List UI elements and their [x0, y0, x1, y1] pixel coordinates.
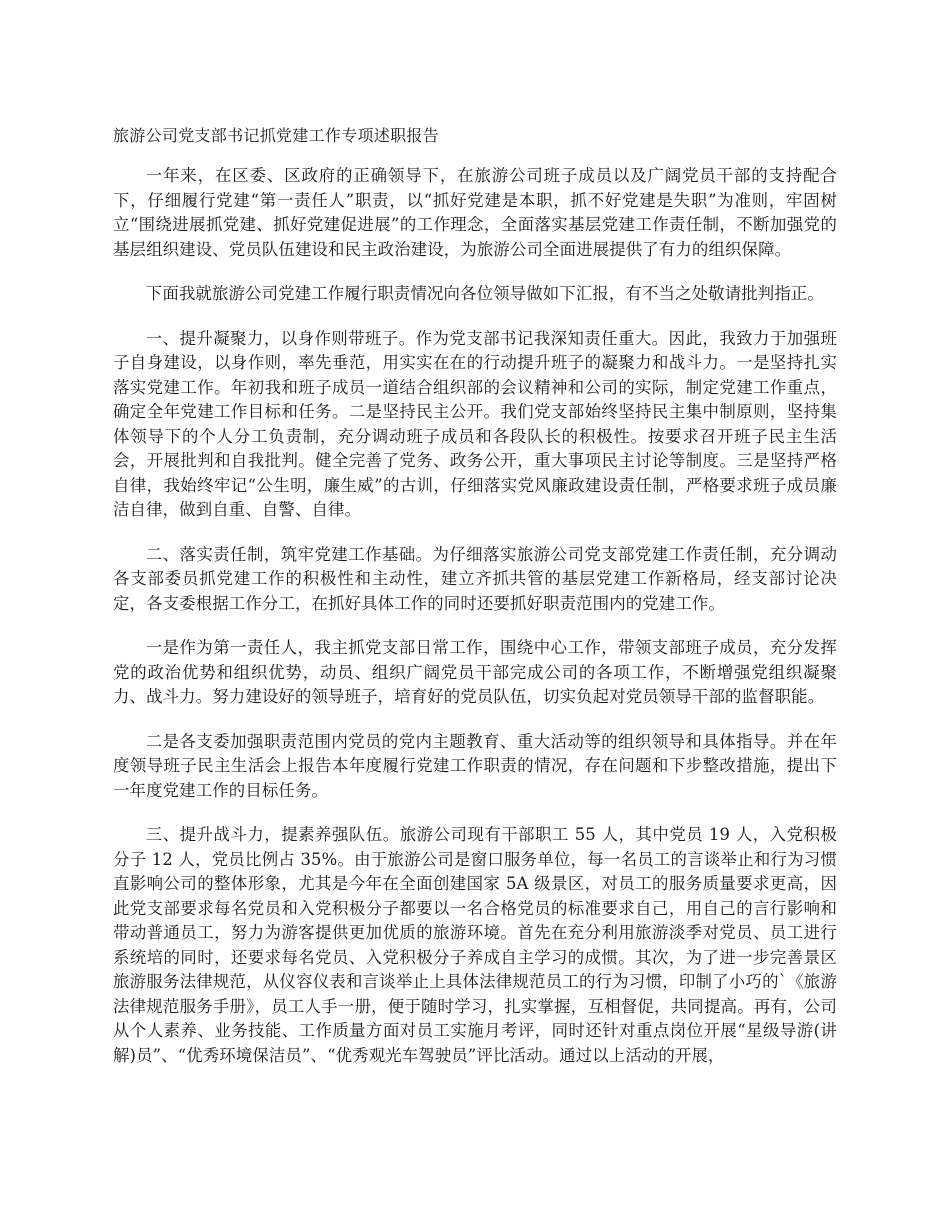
paragraph-section-two: 二、落实责任制，筑牢党建工作基础。为仔细落实旅游公司党支部党建工作责任制，充分调动各支部委员抓党建工作的积极性和主动性，建立齐抓共管的基层党建工作新格局，经支部讨论决定，各支委根据工作分工，在抓好具体工作的同时还要抓好职责范围内的党建工作。: [113, 544, 837, 613]
paragraph-report-lead: 下面我就旅游公司党建工作履行职责情况向各位领导做如下汇报，有不当之处敬请批判指正。: [145, 284, 824, 303]
document-title: 旅游公司党支部书记抓党建工作专项述职报告: [113, 126, 440, 145]
paragraph-section-one: 一、提升凝聚力，以身作则带班子。作为党支部书记我深知责任重大。因此，我致力于加强班子自身建设，以身作则，率先垂范，用实实在在的行动提升班子的凝聚力和战斗力。一是坚持扎实落实党建工作。年初我和班子成员一道结合组织部的会议精神和公司的实际，制定党建工作重点，确定全年党建工作目标和任务。二是坚持民主公开。我们党支部始终坚持民主集中制原则，坚持集体领导下的个人分工负责制，充分调动班子成员和各段队长的积极性。按要求召开班子民主生活会，开展批判和自我批判。健全完善了党务、政务公开，重大事项民主讨论等制度。三是坚持严格自律，我始终牢记“公生明，廉生威”的古训，仔细落实党风廉政建设责任制，严格要求班子成员廉洁自律，做到自重、自警、自律。: [113, 328, 837, 519]
paragraph-first-responsible: 一是作为第一责任人，我主抓党支部日常工作，围绕中心工作，带领支部班子成员，充分发挥党的政治优势和组织优势，动员、组织广阔党员干部完成公司的各项工作，不断增强党组织凝聚力、战斗力。努力建设好的领导班子，培育好的党员队伍，切实负起对党员领导干部的监督职能。: [113, 638, 837, 706]
document-page: [113, 124, 837, 1088]
paragraph-committee-duties: 二是各支委加强职责范围内党员的党内主题教育、重大活动等的组织领导和具体指导。并在年度领导班子民主生活会上报告本年度履行党建工作职责的情况，存在问题和下步整改措施，提出下一年度党建工作的目标任务。: [113, 731, 837, 800]
paragraph-intro: 一年来，在区委、区政府的正确领导下，在旅游公司班子成员以及广阔党员干部的支持配合下，仔细履行党建“第一责任人”职责，以“抓好党建是本职，抓不好党建是失职”为准则，牢固树立“围绕进展抓党建、抓好党建促进展”的工作理念，全面落实基层党建工作责任制，不断加强党的基层组织建设、党员队伍建设和民主政治建设，为旅游公司全面进展提供了有力的组织保障。: [113, 166, 837, 259]
paragraph-section-three: 三、提升战斗力，提素养强队伍。旅游公司现有干部职工 55 人，其中党员 19 人，入党积极分子 12 人，党员比例占 35%。由于旅游公司是窗口服务单位，每一名员工的言谈举止和行为习惯直影响公司的整体形象，尤其是今年在全面创建国家 5A 级景区，对员工的服务质量要求更高，因此党支部要求每名党员和入党积极分子都要以一名合格党员的标准要求自己，用自己的言行影响和带动普通员工，努力为游客提供更加优质的旅游环境。首先在充分利用旅游淡季对党员、员工进行系统培的同时，还要求每名党员、入党积极分子养成自主学习的成惯。其次，为了进一步完善景区旅游服务法律规范，从仪容仪表和言谈举止上具体法律规范员工的行为习惯，印制了小巧的`《旅游法律规范服务手册》，员工人手一册，便于随时学习，扎实掌握，互相督促，共同提高。再有，公司从个人素养、业务技能、工作质量方面对员工实施月考评，同时还针对重点岗位开展“星级导游(讲解)员”、“优秀环境保洁员”、“优秀观光车驾驶员”评比活动。通过以上活动的开展，: [113, 825, 837, 1065]
